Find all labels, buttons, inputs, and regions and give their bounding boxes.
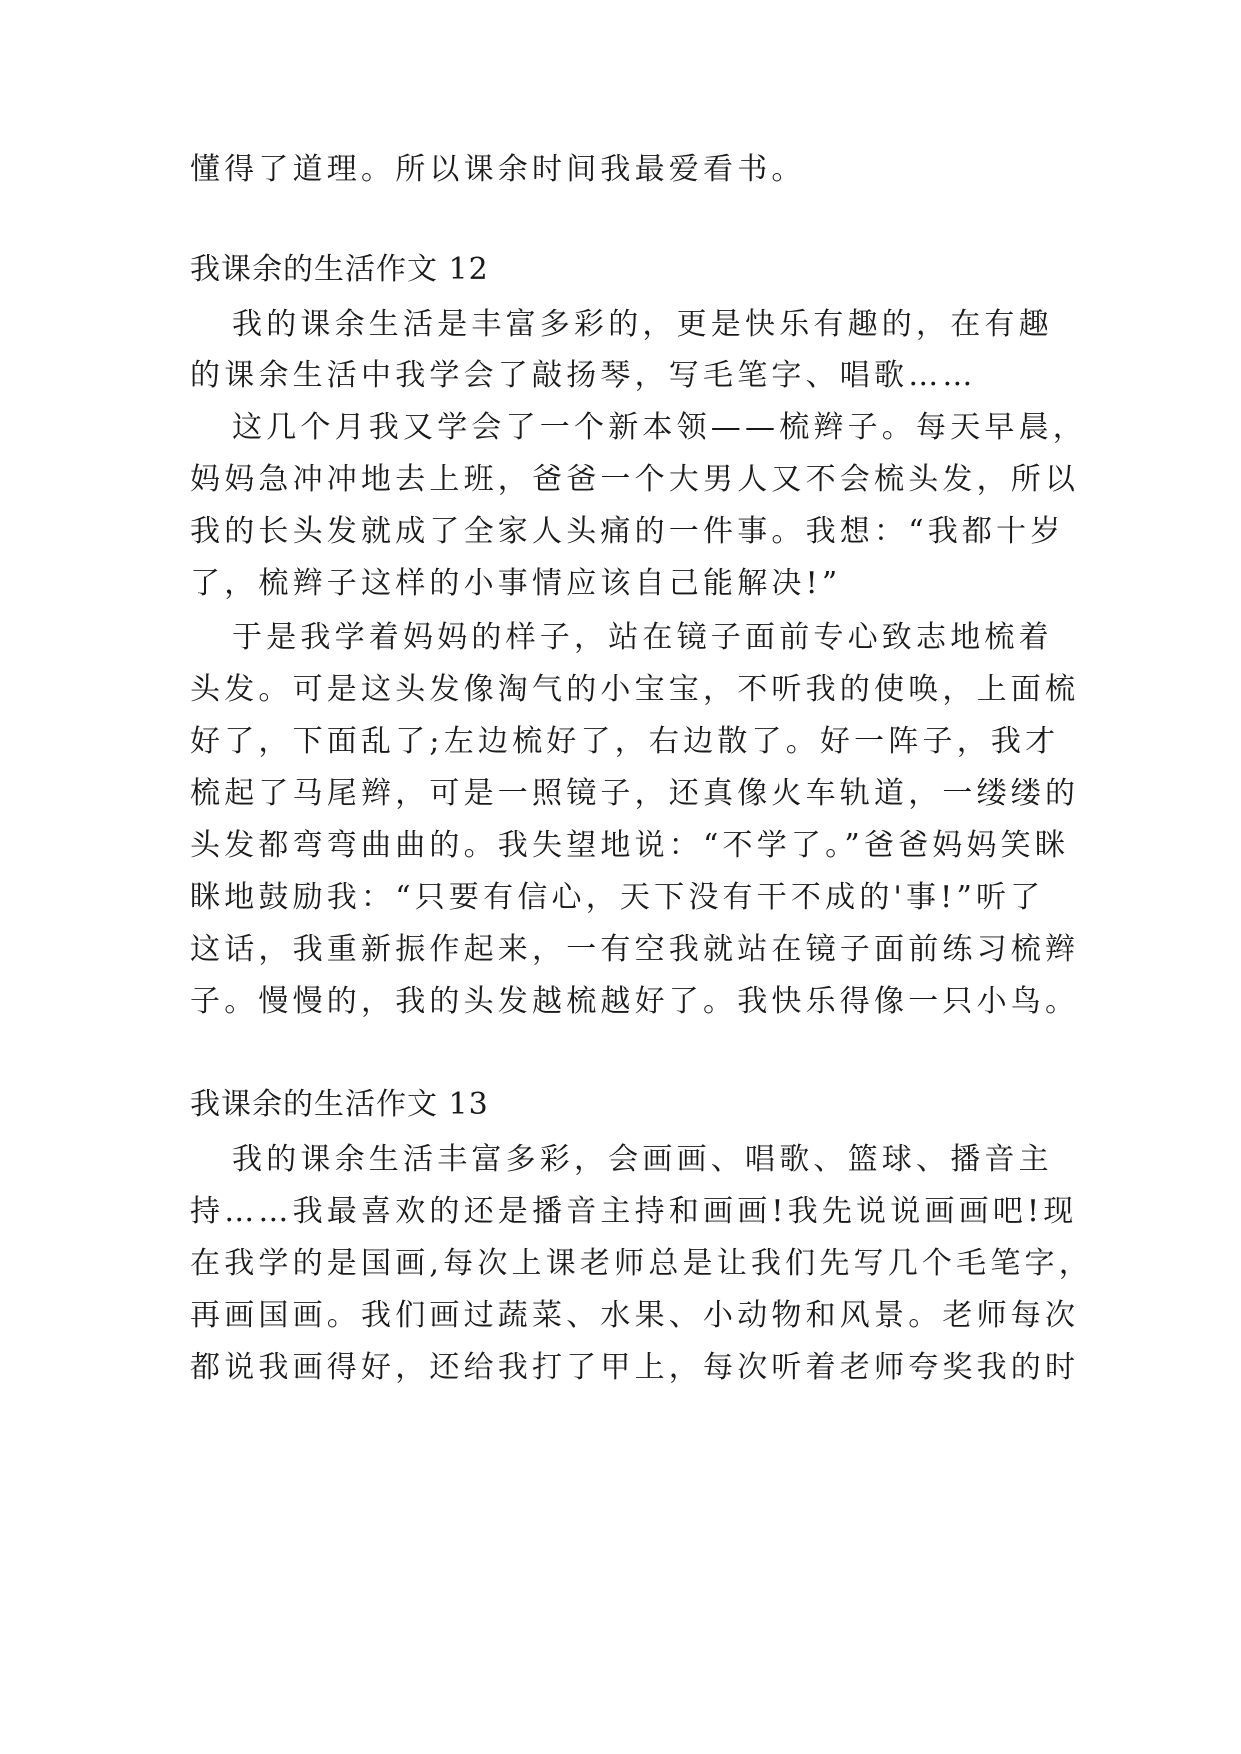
essay-12-title: 我课余的生活作文 12 [190,252,489,287]
text-line: 梳起了马尾辫，可是一照镜子，还真像火车轨道，一缕缕的 [190,776,1080,811]
text-line: 懂得了道理。所以课余时间我最爱看书。 [190,152,806,187]
text-line: 妈妈急冲冲地去上班，爸爸一个大男人又不会梳头发，所以 [190,462,1080,497]
text-line: 在我学的是国画,每次上课老师总是让我们先写几个毛笔字， [190,1246,1093,1281]
text-line: 再画国画。我们画过蔬菜、水果、小动物和风景。老师每次 [190,1298,1080,1333]
text-line: 好了，下面乱了;左边梳好了，右边散了。好一阵子，我才 [190,724,1060,759]
text-line: 这几个月我又学会了一个新本领——梳辫子。每天早晨， [232,410,1087,445]
text-line: 都说我画得好，还给我打了甲上，每次听着老师夸奖我的时 [190,1350,1080,1385]
essay-13-title: 我课余的生活作文 13 [190,1087,489,1122]
text-line: 子。慢慢的，我的头发越梳越好了。我快乐得像一只小鸟。 [190,984,1080,1019]
text-line: 头发都弯弯曲曲的。我失望地说：“不学了。”爸爸妈妈笑眯 [190,828,1070,863]
text-line: 我的长头发就成了全家人头痛的一件事。我想：“我都十岁 [190,514,1065,549]
text-line: 头发。可是这头发像淘气的小宝宝，不听我的使唤，上面梳 [190,672,1080,707]
text-line: 持……我最喜欢的还是播音主持和画画!我先说说画画吧!现 [190,1194,1078,1229]
text-line: 我的课余生活是丰富多彩的，更是快乐有趣的，在有趣 [232,307,1053,342]
text-line: 于是我学着妈妈的样子，站在镜子面前专心致志地梳着 [232,620,1053,655]
text-line: 了，梳辫子这样的小事情应该自己能解决!” [190,566,842,601]
text-line: 眯地鼓励我：“只要有信心，天下没有干不成的'事!”听了 [190,880,1045,915]
text-line: 这话，我重新振作起来，一有空我就站在镜子面前练习梳辫 [190,932,1080,967]
text-line: 我的课余生活丰富多彩，会画画、唱歌、篮球、播音主 [232,1142,1053,1177]
text-line: 的课余生活中我学会了敲扬琴，写毛笔字、唱歌…… [190,358,977,393]
